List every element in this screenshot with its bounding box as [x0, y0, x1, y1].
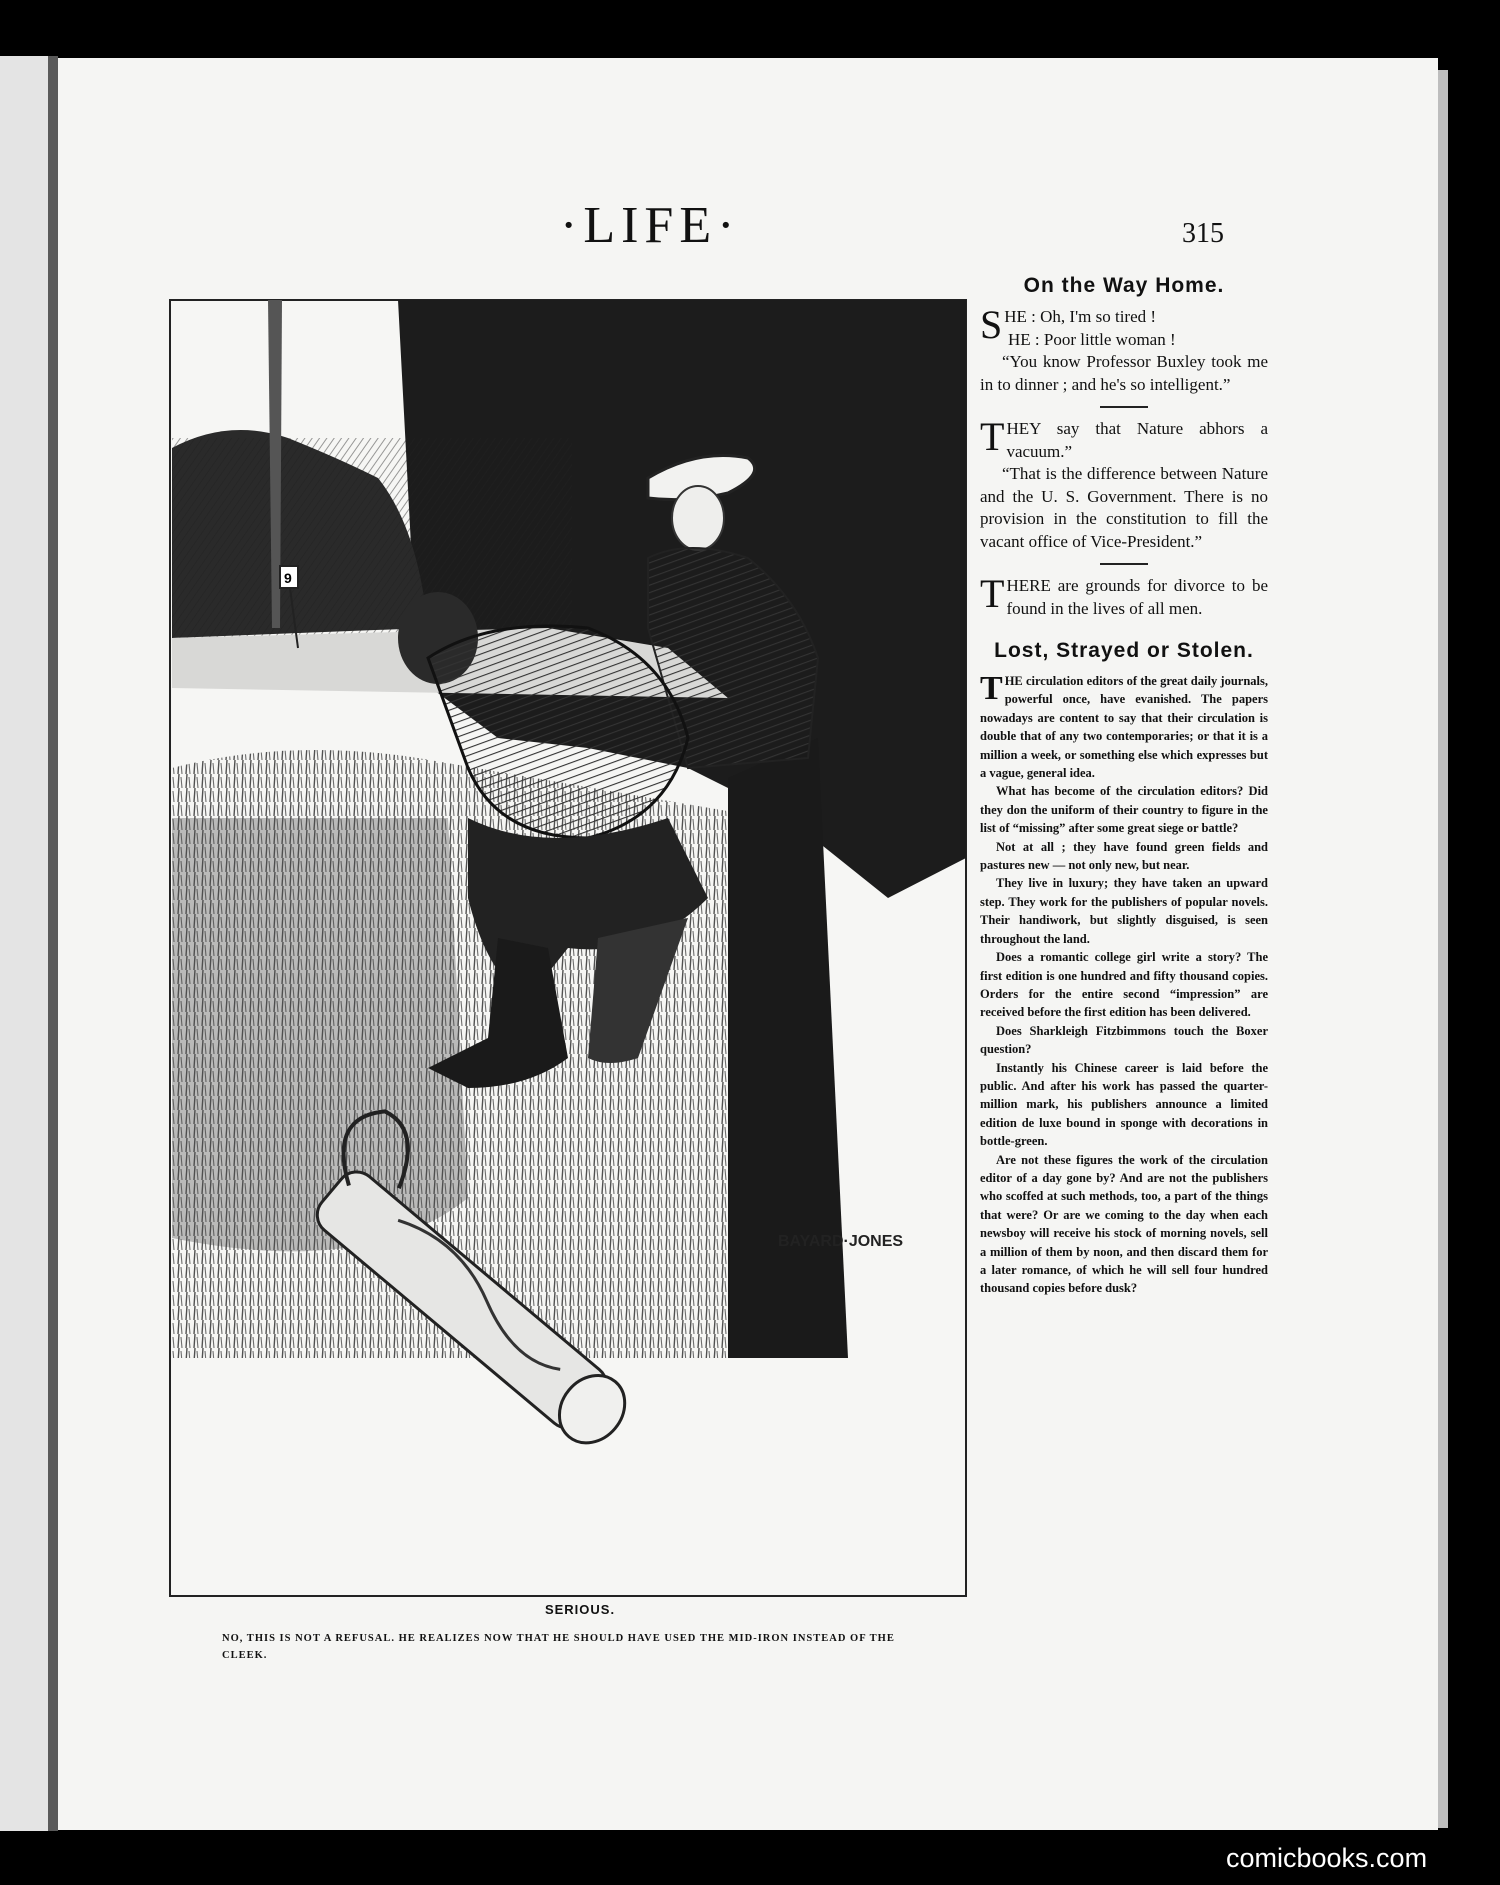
section-rule [1100, 563, 1148, 565]
article-paragraph: Does a romantic college girl write a story? The first edition is one hundred and fifty thousand copies. Orders for the entire second “impression” are received before the first edition has been delivered. [980, 950, 1268, 1020]
grass-shadow [172, 818, 468, 1251]
drop-cap-t: T [980, 414, 1005, 459]
he-line: HE : Poor little woman ! [1008, 329, 1176, 349]
article-paragraph: Instantly his Chinese career is laid before the public. And after his work has passed the quarter-million mark, his publishers announce a limited edition de luxe bound in sponge with decorations in bottle-green. [980, 1060, 1268, 1149]
tree-hatching [172, 438, 572, 638]
lost-strayed-article [980, 672, 1268, 1298]
nature-line-2: “That is the difference between Nature and the U. S. Government. There is no provision in the constitution to fill the vacant office of Vice-President.” [980, 464, 1268, 551]
lost-strayed-title: Lost, Strayed or Stolen. [994, 639, 1254, 662]
illustration [168, 298, 968, 1598]
previous-page-strip [0, 56, 48, 1831]
section-rule [1100, 406, 1148, 408]
watermark: comicbooks.com [1226, 1843, 1428, 1873]
drop-cap-t: T [980, 670, 1003, 707]
divorce-text: THERE are grounds for divorce to be found in the lives of all men. [980, 571, 1268, 618]
illustration-caption-title: SERIOUS. [544, 1602, 616, 1617]
flag-number: 9 [284, 570, 292, 586]
drop-cap-t: T [980, 571, 1005, 616]
masthead: ·LIFE· [560, 197, 741, 254]
right-column [980, 274, 1268, 1298]
drop-cap-s: S [980, 302, 1003, 347]
woman-face [672, 486, 724, 550]
nature-joke [980, 414, 1268, 553]
article-paragraph: They live in luxury; they have taken an upward step. They work for the publishers of popular novels. Their handiwork, but slightly disguised, is seen throughout the land. [980, 876, 1268, 946]
article-paragraph: THE circulation editors of the great daily journals, powerful once, have evanished. The papers nowadays are content to say that their circulation is double that of any two contemporaries; or that it is a million a week, or something else which expresses but a vague, general idea. [980, 670, 1268, 781]
illustration-caption-text: NO, THIS IS NOT A REFUSAL. HE REALIZES NOW THAT HE SHOULD HAVE USED THE MID-IRON INSTEAD OF THE CLEEK. [222, 1633, 895, 1661]
nature-line-1: THEY say that Nature abhors a vacuum.” [980, 414, 1268, 461]
article-paragraph: Does Sharkleigh Fitzbimmons touch the Boxer question? [980, 1023, 1268, 1057]
divorce-joke [980, 571, 1268, 620]
article-paragraph: What has become of the circulation editors? Did they don the uniform of their country to figure in the list of “missing” after some great siege or battle? [980, 784, 1268, 836]
article-paragraph: Are not these figures the work of the circulation editor of a day gone by? And are not the publishers who scoffed at such methods, too, a part of the things that were? Or are we coming to the day when each newsboy will receive his stock of morning novels, sell a million of them by noon, and then discard them for a later romance, of which he will sell four hundred thousand copies before dusk? [980, 1152, 1268, 1296]
article-paragraph: Not at all ; they have found green fields and pastures new — not only new, but near. [980, 839, 1268, 873]
she-line: SHE : Oh, I'm so tired ! [980, 302, 1157, 347]
page-number: 315 [1182, 218, 1224, 249]
binding-edge [48, 56, 58, 1831]
artist-signature: BAYARD·JONES [778, 1233, 904, 1250]
page-edge [1438, 70, 1448, 1828]
on-the-way-home-title: On the Way Home. [1023, 274, 1225, 297]
dialogue-block [980, 302, 1268, 396]
buxley-quote: “You know Professor Buxley took me in to dinner ; and he's so intelligent.” [980, 352, 1268, 394]
